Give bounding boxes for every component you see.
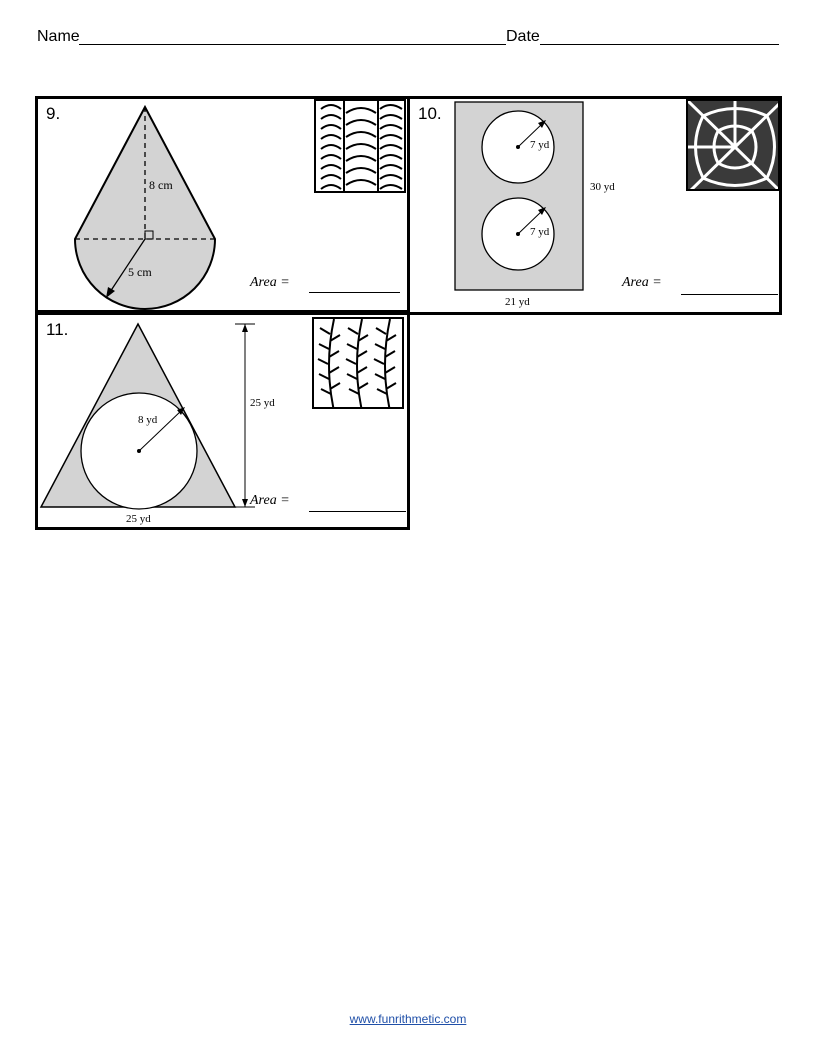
date-label: Date	[506, 28, 540, 45]
name-label: Name	[37, 28, 80, 45]
problem-10-radius-top-label: 7 yd	[530, 139, 550, 151]
problem-9-area-label: Area =	[250, 275, 290, 290]
problem-11-radius-label: 8 yd	[138, 414, 158, 426]
problem-10-height-label: 30 yd	[590, 181, 615, 193]
problem-11-area-label: Area =	[250, 493, 290, 508]
problem-9-number: 9.	[46, 104, 61, 123]
problem-11-pattern-thumbnail	[312, 317, 404, 409]
problem-10-area-label: Area =	[622, 275, 662, 290]
problem-9-radius-label: 5 cm	[128, 265, 152, 279]
problem-10-width-label: 21 yd	[505, 296, 530, 308]
problem-11-area-answer-field[interactable]	[309, 511, 406, 512]
problem-9-height-label: 8 cm	[149, 178, 173, 192]
problem-11-base-label: 25 yd	[126, 513, 151, 525]
footer-link[interactable]: www.funrithmetic.com	[349, 1012, 467, 1026]
problem-10-number: 10.	[418, 104, 442, 123]
problem-11-height-label: 25 yd	[250, 397, 275, 409]
problem-10-radius-bottom-label: 7 yd	[530, 226, 550, 238]
problem-11-number: 11.	[46, 320, 69, 339]
